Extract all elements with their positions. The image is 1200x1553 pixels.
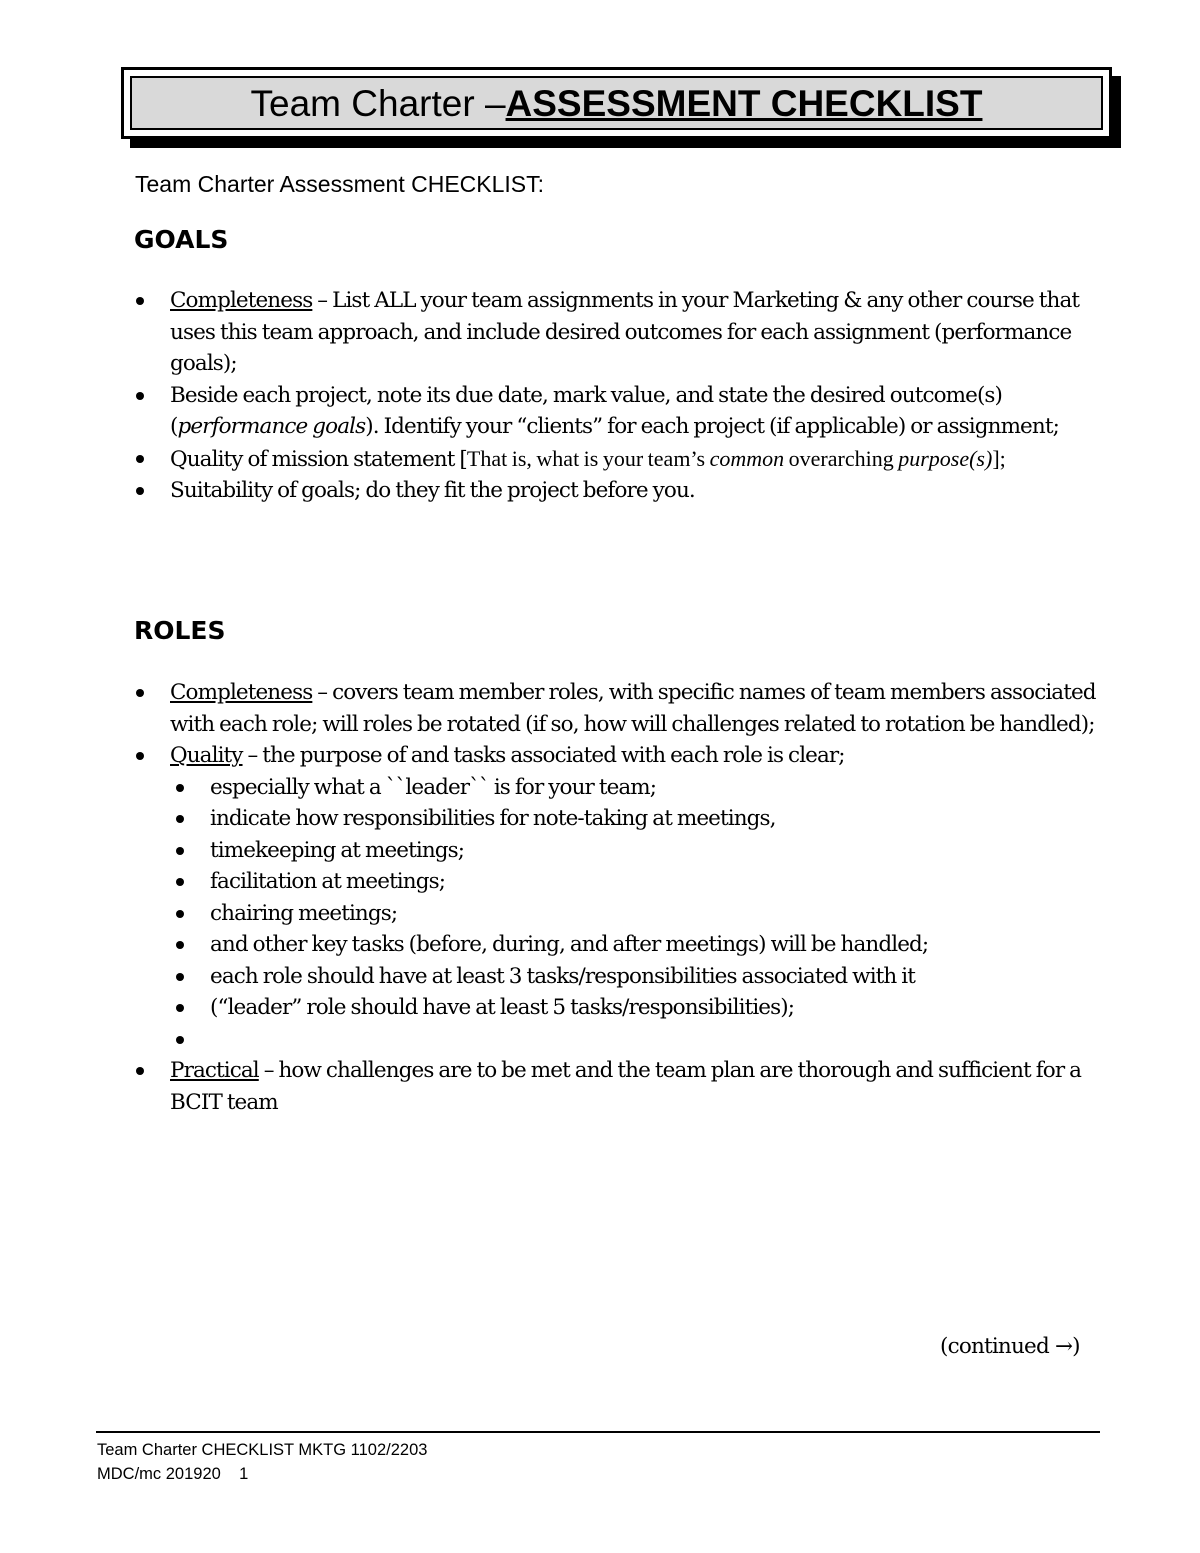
item-label: Completeness — [170, 680, 313, 705]
list-item — [170, 443, 1100, 476]
list-item — [170, 475, 1100, 507]
list-item — [170, 740, 1100, 1055]
item-note-italic: common — [709, 445, 785, 471]
list-item — [170, 677, 1100, 740]
checklist-subtitle: Team Charter Assessment CHECKLIST: — [135, 171, 545, 197]
item-text: Quality of mission statement [ — [170, 446, 467, 472]
sub-list-item: especially what a ``leader`` is for your team; — [210, 772, 1100, 804]
footer-author-page: MDC/mc 201920 1 — [97, 1465, 249, 1483]
item-text: Suitability of goals; do they fit the project before you. — [170, 478, 695, 503]
item-text: Beside each project, note its due date, mark value, and state the desired outcome(s) ( — [170, 382, 1003, 439]
sub-list-item: indicate how responsibilities for note-taking at meetings, — [210, 803, 1100, 835]
sub-list-item: (“leader” role should have at least 5 tasks/responsibilities); — [210, 992, 1100, 1024]
item-text: – List ALL your team assignments in your Marketing & any other course that uses this team approach, and include desired outcomes for each assignment (performance goals); — [170, 288, 1080, 376]
sub-list-item: each role should have at least 3 tasks/responsibilities associated with it — [210, 961, 1100, 993]
sub-list-item-empty — [210, 1024, 1100, 1056]
sub-list-item: chairing meetings; — [210, 898, 1100, 930]
title-emphasis: ASSESSMENT CHECKLIST — [505, 82, 983, 124]
item-text: ). Identify your “clients” for each project (if applicable) or assignment; — [365, 414, 1059, 439]
footer-course: Team Charter CHECKLIST MKTG 1102/2203 — [97, 1441, 428, 1459]
page-footer — [97, 1438, 427, 1486]
title-plain: Team Charter – — [250, 82, 506, 124]
goals-list — [170, 285, 1100, 507]
list-item — [170, 380, 1100, 443]
sub-list-item: facilitation at meetings; — [210, 866, 1100, 898]
item-note: That is, what is your team’s — [466, 445, 710, 471]
item-note-italic: purpose(s) — [898, 445, 993, 471]
goals-heading: GOALS — [134, 225, 229, 254]
item-text: – covers team member roles, with specific names of team members associated with each role; will roles be rotated (if so, how will challenges related to rotation be handled); — [170, 680, 1096, 737]
item-label: Quality — [170, 743, 243, 768]
list-item — [170, 1055, 1100, 1118]
item-text: – how challenges are to be met and the team plan are thorough and sufficient for a BCIT team — [170, 1058, 1082, 1115]
list-item — [170, 285, 1100, 380]
sub-list-item: and other key tasks (before, during, and after meetings) will be handled; — [210, 929, 1100, 961]
footer-divider — [96, 1431, 1100, 1433]
continued-note: (continued →) — [940, 1334, 1080, 1359]
title-box — [121, 67, 1112, 139]
item-note: overarching — [784, 445, 899, 471]
roles-list — [170, 677, 1100, 1118]
item-note: ]; — [992, 445, 1006, 471]
item-italic: performance goals — [177, 414, 366, 439]
item-text: – the purpose of and tasks associated with each role is clear; — [242, 743, 845, 768]
item-label: Practical — [170, 1058, 259, 1083]
roles-sub-list — [170, 772, 1100, 1056]
page-title — [130, 76, 1103, 130]
item-label: Completeness — [170, 288, 313, 313]
roles-heading: ROLES — [134, 616, 226, 645]
sub-list-item: timekeeping at meetings; — [210, 835, 1100, 867]
